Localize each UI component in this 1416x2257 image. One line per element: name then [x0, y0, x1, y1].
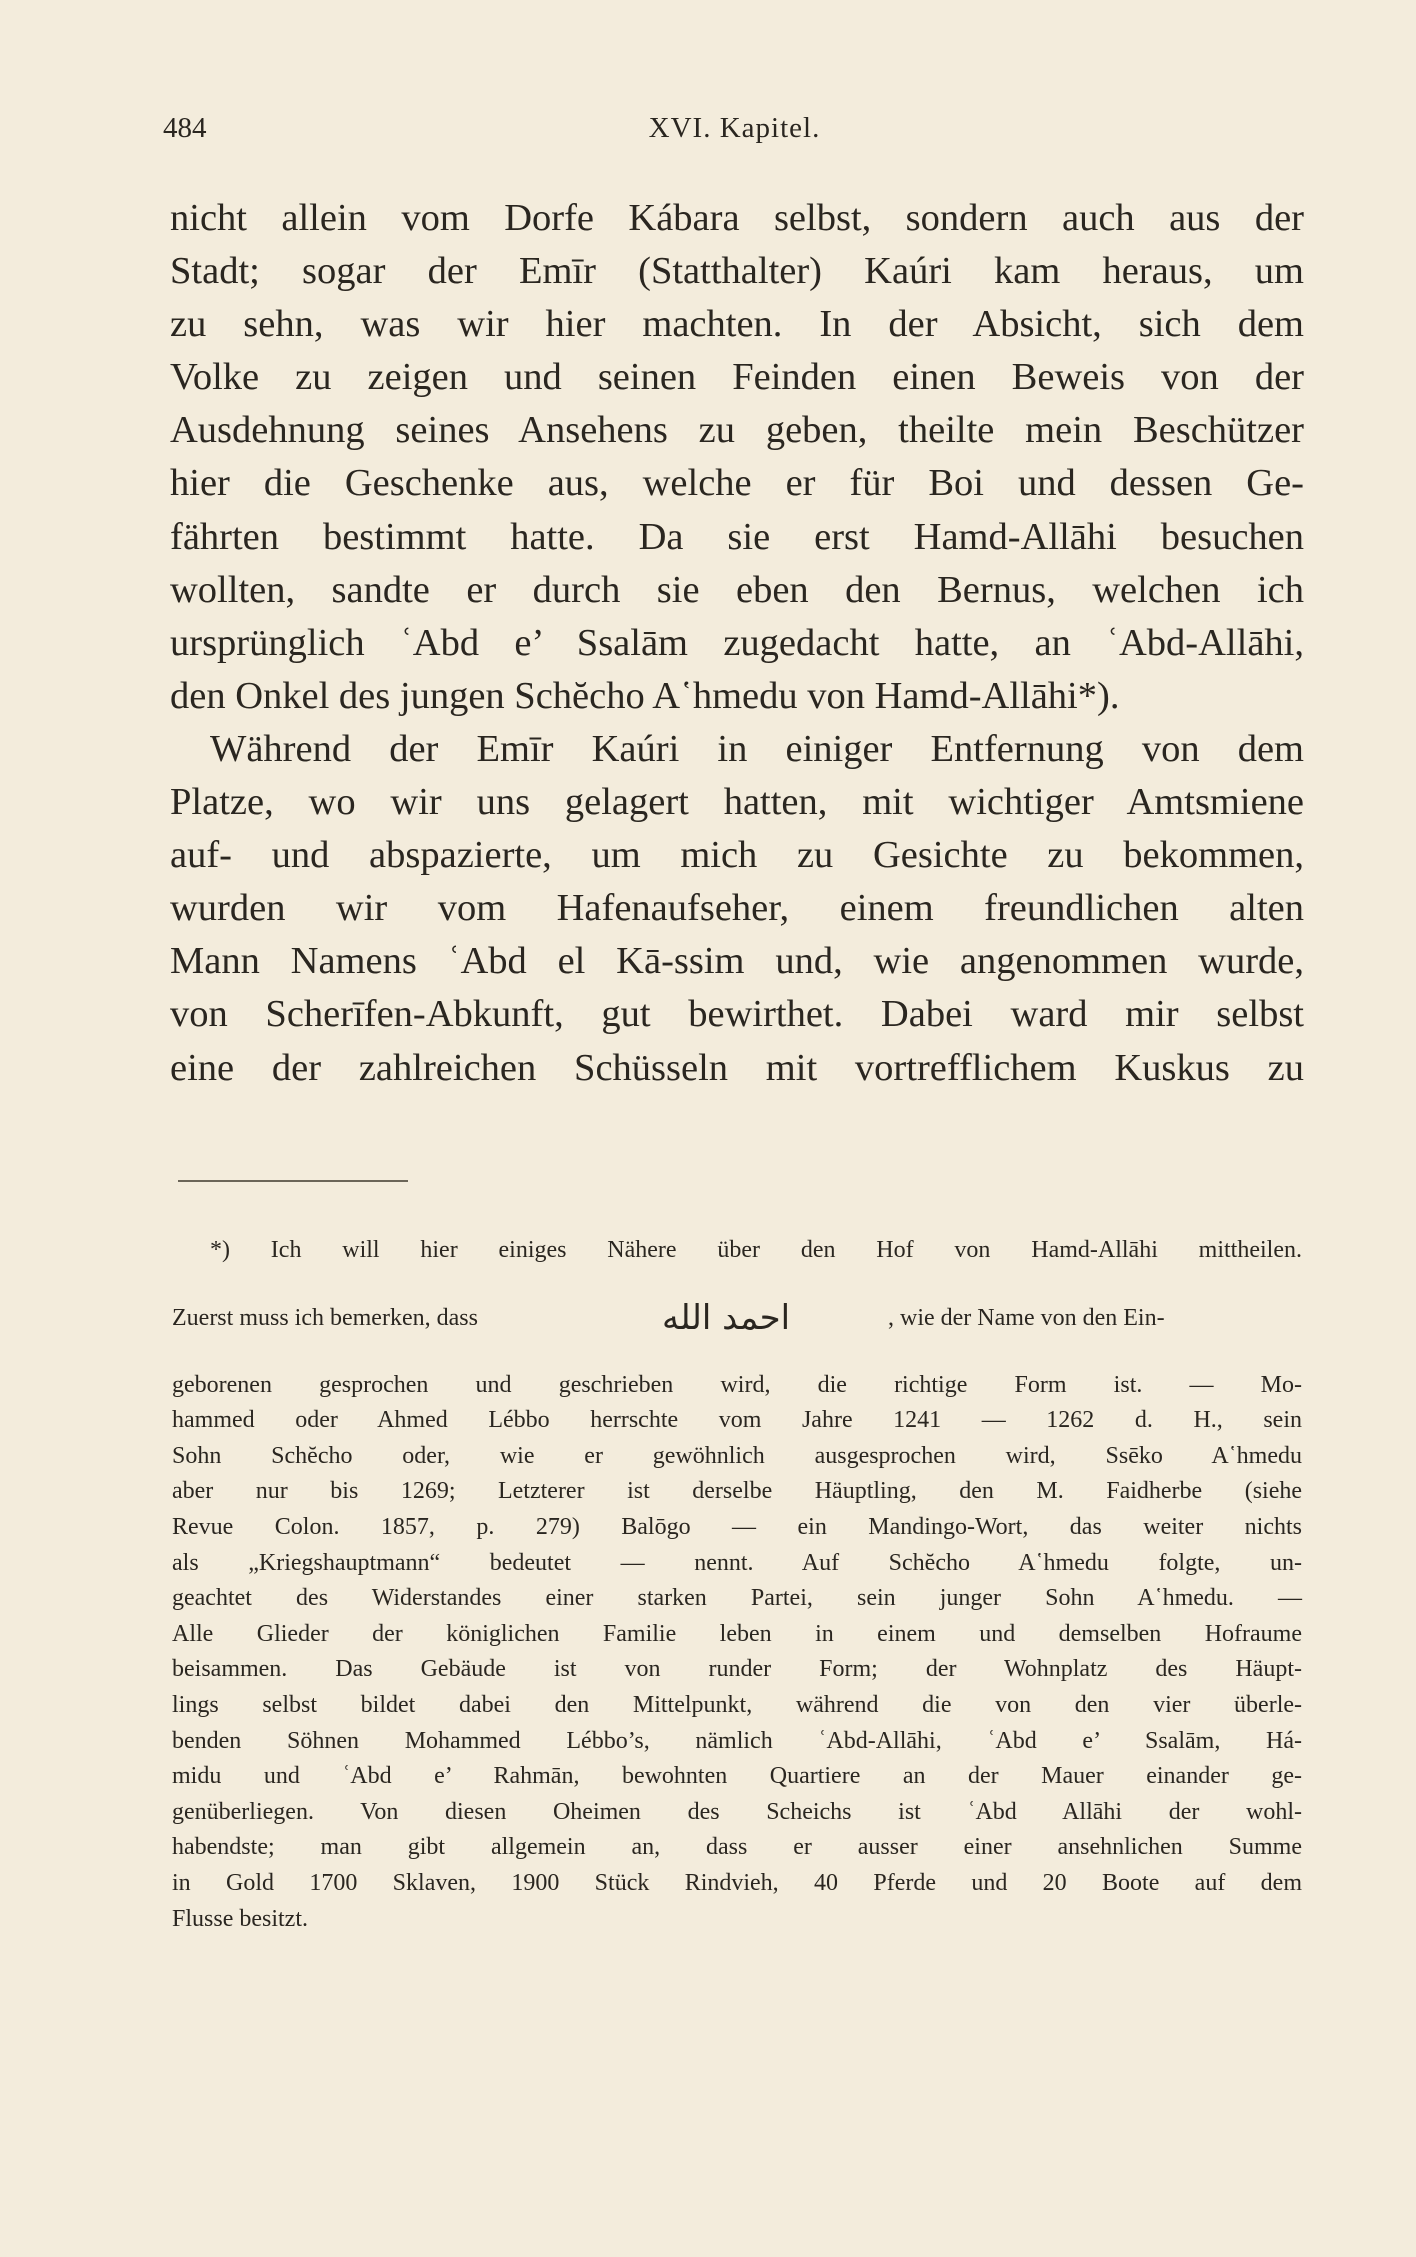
text-line: den Onkel des jungen Schĕcho A῾hmedu von Hamd-Allāhi*). — [170, 674, 1120, 717]
text-line: Ausdehnung seines Ansehens zu geben, theilte mein Beschützer — [170, 409, 1304, 452]
arabic-name: احمد الله — [662, 1297, 791, 1338]
text-line: zu sehn, was wir hier machten. In der Absicht, sich dem — [170, 303, 1304, 346]
footnote-line: habendste; man gibt allgemein an, dass er ausser einer ansehnlichen Summe — [172, 1834, 1302, 1861]
text-line: von Scherīfen-Abkunft, gut bewirthet. Dabei ward mir selbst — [170, 993, 1304, 1036]
text-line: Mann Namens ʿAbd el Kā-ssim und, wie angenommen wurde, — [170, 940, 1304, 983]
text-line: fährten bestimmt hatte. Da sie erst Hamd-Allāhi besuchen — [170, 515, 1304, 558]
text-line: ursprünglich ʿAbd e’ Ssalām zugedacht hatte, an ʿAbd-Allāhi, — [170, 621, 1304, 664]
footnote-line: Sohn Schĕcho oder, wie er gewöhnlich ausgesprochen wird, Ssēko A῾hmedu — [172, 1442, 1302, 1469]
main-text — [170, 192, 1304, 1095]
footnote-line: *) Ich will hier einiges Nähere über den Hof von Hamd-Allāhi mittheilen. — [210, 1237, 1302, 1263]
page-header — [163, 112, 1306, 152]
footnote-line: in Gold 1700 Sklaven, 1900 Stück Rindvieh, 40 Pferde und 20 Boote auf dem — [172, 1869, 1302, 1896]
footnote-line: beisammen. Das Gebäude ist von runder Form; der Wohnplatz des Häupt- — [172, 1656, 1302, 1683]
page-number: 484 — [163, 112, 207, 144]
text-line: Volke zu zeigen und seinen Feinden einen Beweis von der — [170, 356, 1304, 399]
footnote-line: lings selbst bildet dabei den Mittelpunkt, während die von den vier überle- — [172, 1691, 1302, 1718]
footnote-arabic-line — [172, 1279, 1302, 1358]
footnote-line-part: Zuerst muss ich bemerken, dass — [172, 1304, 478, 1331]
footnote-line: Revue Colon. 1857, p. 279) Balōgo — ein Mandingo-Wort, das weiter nichts — [172, 1513, 1302, 1540]
text-line: Während der Emīr Kaúri in einiger Entfernung von dem — [210, 727, 1304, 770]
text-line: Stadt; sogar der Emīr (Statthalter) Kaúri kam heraus, um — [170, 250, 1304, 293]
footnote-line: Flusse besitzt. — [172, 1905, 308, 1932]
footnote-line: als „Kriegshauptmann“ bedeutet — nennt. Auf Schĕcho A῾hmedu folgte, un- — [172, 1549, 1302, 1576]
text-line: auf- und abspazierte, um mich zu Gesichte zu bekommen, — [170, 834, 1304, 877]
footnote-line: aber nur bis 1269; Letzterer ist derselbe Häuptling, den M. Faidherbe (siehe — [172, 1478, 1302, 1505]
text-line: wurden wir vom Hafenaufseher, einem freundlichen alten — [170, 887, 1304, 930]
footnote-line: hammed oder Ahmed Lébbo herrschte vom Jahre 1241 — 1262 d. H., sein — [172, 1407, 1302, 1434]
footnote-line-part: , wie der Name von den Ein- — [888, 1304, 1165, 1331]
footnote-divider — [178, 1180, 408, 1182]
text-line: nicht allein vom Dorfe Kábara selbst, sondern auch aus der — [170, 197, 1304, 239]
text-line: eine der zahlreichen Schüsseln mit vortrefflichem Kuskus zu — [170, 1046, 1304, 1089]
text-line: hier die Geschenke aus, welche er für Boi und dessen Ge- — [170, 462, 1304, 505]
footnote — [172, 1233, 1302, 1937]
footnote-line: Alle Glieder der königlichen Familie leben in einem und demselben Hofraume — [172, 1620, 1302, 1647]
text-line: Platze, wo wir uns gelagert hatten, mit wichtiger Amtsmiene — [170, 781, 1304, 824]
footnote-line: geborenen gesprochen und geschrieben wird, die richtige Form ist. — Mo- — [172, 1371, 1302, 1398]
footnote-line: midu und ʿAbd e’ Rahmān, bewohnten Quartiere an der Mauer einander ge- — [172, 1763, 1302, 1790]
footnote-line: genüberliegen. Von diesen Oheimen des Scheichs ist ʿAbd Allāhi der wohl- — [172, 1798, 1302, 1825]
text-line: wollten, sandte er durch sie eben den Bernus, welchen ich — [170, 568, 1304, 611]
footnote-line: geachtet des Widerstandes einer starken Partei, sein junger Sohn A῾hmedu. — — [172, 1585, 1302, 1612]
footnote-line: benden Söhnen Mohammed Lébbo’s, nämlich ʿAbd-Allāhi, ʿAbd e’ Ssalām, Há- — [172, 1727, 1302, 1754]
chapter-title: XVI. Kapitel. — [648, 112, 821, 144]
